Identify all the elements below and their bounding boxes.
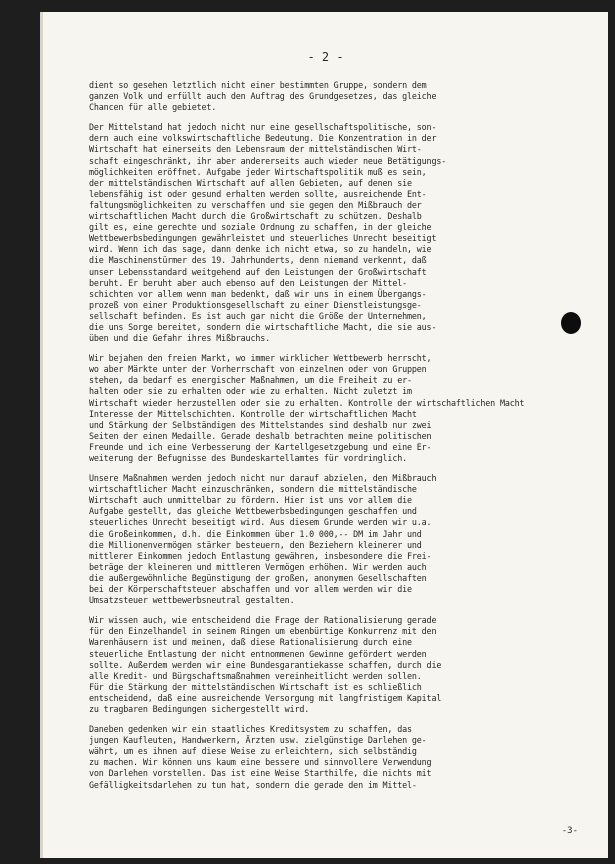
text-line: ganzen Volk und erfüllt auch den Auftrag des Grundgesetzes, das gleiche <box>89 91 437 102</box>
text-line: halten oder sie zu erhalten oder wie zu erhalten. Nicht zuletzt im <box>89 386 412 397</box>
text-line: Wir bejahen den freien Markt, wo immer wirklicher Wettbewerb herrscht, <box>89 353 432 364</box>
text-line: steuerliches Unrecht beseitigt wird. Aus diesem Grunde werden wir u.a. <box>89 517 432 528</box>
text-line: währt, um es ihnen auf diese Weise zu erleichtern, sich selbständig <box>89 746 417 757</box>
text-line: Wir wissen auch, wie entscheidend die Frage der Rationalisierung gerade <box>89 615 437 626</box>
text-line: Daneben gedenken wir ein staatliches Kreditsystem zu schaffen, das <box>89 724 412 735</box>
text-line: sollte. Außerdem werden wir eine Bundesgarantiekasse schaffen, durch die <box>89 659 442 670</box>
text-line: jungen Kaufleuten, Handwerkern, Ärzten usw. zielgünstige Darlehen ge- <box>89 735 427 746</box>
text-line: Unsere Maßnahmen werden jedoch nicht nur darauf abzielen, den Mißbrauch <box>89 473 437 484</box>
paragraph-5 <box>89 615 589 715</box>
text-line: schaft eingeschränkt, ihr aber andererseits auch wieder neue Betätigungs- <box>89 155 447 166</box>
punch-hole <box>561 312 581 334</box>
text-line: von Darlehen vorstellen. Das ist eine Weise Starthilfe, die nichts mit <box>89 768 432 779</box>
paragraph-3 <box>89 353 589 464</box>
paragraph-1 <box>89 80 589 113</box>
text-line: Interesse der Mittelschichten. Kontrolle der wirtschaftlichen Macht <box>89 408 417 419</box>
text-line: die Großeinkommen, d.h. die Einkommen über 1.0 000,-- DM im Jahr und <box>89 528 422 539</box>
text-line: steuerliche Entlastung der nicht entnommenen Gewinne gefördert werden <box>89 648 427 659</box>
text-line: Der Mittelstand hat jedoch nicht nur eine gesellschaftspolitische, son- <box>89 122 437 133</box>
text-line: üben und die Gefahr ihres Mißbrauchs. <box>89 333 271 344</box>
text-line: Gefälligkeitsdarlehen zu tun hat, sondern die gerade den im Mittel- <box>89 779 417 790</box>
text-line: weiterung der Befugnisse des Bundeskartellamtes für vordringlich. <box>89 453 407 463</box>
text-line: Seiten der einen Medaille. Gerade deshalb betrachten meine politischen <box>89 430 432 441</box>
text-line: wirtschaftlichen Macht durch die Großwirtschaft zu schützen. Deshalb <box>89 211 422 222</box>
text-line: möglichkeiten eröffnet. Aufgabe jeder Wirtschaftspolitik muß es sein, <box>89 166 427 177</box>
text-line: die Millionenvermögen stärker besteuern, den Beziehern kleinerer und <box>89 539 422 550</box>
paragraph-2 <box>89 122 589 344</box>
paragraph-6 <box>89 724 589 791</box>
text-line: Aufgabe gestellt, das gleiche Wettbewerbsbedingungen geschaffen und <box>89 506 417 517</box>
text-line: Warenhäusern ist und meinen, daß diese Rationalisierung durch eine <box>89 637 412 648</box>
text-line: die außergewöhnliche Begünstigung der großen, anonymen Gesellschaften <box>89 572 427 583</box>
text-line: Wirtschaft wieder herzustellen oder sie zu erhalten. Kontrolle der wirtschaftlichen Macht <box>89 397 525 408</box>
page-number: - 2 - <box>307 50 344 64</box>
text-line: und Stärkung der Selbständigen des Mittelstandes sind deshalb nur zwei <box>89 419 432 430</box>
document-body <box>89 80 589 800</box>
text-line: beträge der kleineren und mittleren Vermögen erhöhen. Wir werden auch <box>89 561 427 572</box>
text-line: Chancen für alle gebietet. <box>89 102 217 113</box>
text-line: prozeß von einer Produktionsgesellschaft zu einer Dienstleistungsge- <box>89 299 422 310</box>
text-line: schichten vor allem wenn man bedenkt, daß wir uns in einem Übergangs- <box>89 288 427 299</box>
text-line: beruht. Er beruht aber auch ebenso auf den Leistungen der Mittel- <box>89 277 407 288</box>
text-line: mittlerer Einkommen jedoch Entlastung gewähren, insbesondere die Frei- <box>89 550 432 561</box>
text-line: zu tragbaren Bedingungen sichergestellt wird. <box>89 703 310 714</box>
document-page <box>40 12 608 858</box>
text-line: Für die Stärkung der mittelständischen Wirtschaft ist es schließlich <box>89 681 422 692</box>
text-line: wirtschaftlicher Macht einzuschränken, sondern die mittelständische <box>89 484 417 495</box>
text-line: die uns Sorge bereitet, sondern die wirtschaftliche Macht, die sie aus- <box>89 321 437 332</box>
text-line: Wirtschaft auch unmittelbar zu fördern. Hier ist uns vor allem die <box>89 495 412 506</box>
text-line: Freunde und ich eine Verbesserung der Kartellgesetzgebung und eine Er- <box>89 441 432 452</box>
text-line: alle Kredit- und Bürgschaftsmaßnahmen vereinheitlicht werden sollen. <box>89 670 422 681</box>
page-footer-next: -3- <box>561 826 578 836</box>
text-line: gilt es, eine gerechte und soziale Ordnung zu schaffen, in der gleiche <box>89 222 432 233</box>
text-line: wo aber Märkte unter der Vorherrschaft von einzelnen oder von Gruppen <box>89 364 427 375</box>
text-line: bei der Körperschaftsteuer abschaffen und vor allem werden wir die <box>89 584 412 595</box>
text-line: faltungsmöglichkeiten zu verschaffen und sie gegen den Mißbrauch der <box>89 199 422 210</box>
text-line: entscheidend, daß eine ausreichende Versorgung mit langfristigem Kapital <box>89 692 442 703</box>
text-line: dern auch eine volkswirtschaftliche Bedeutung. Die Konzentration in der <box>89 133 437 144</box>
text-line: wird. Wenn ich das sage, dann denke ich nicht etwa, so zu handeln, wie <box>89 244 432 255</box>
text-line: sellschaft befinden. Es ist auch gar nicht die Größe der Unternehmen, <box>89 310 427 321</box>
text-line: der mittelständischen Wirtschaft auf allen Gebieten, auf denen sie <box>89 177 412 188</box>
text-line: lebensfähig ist oder gesund erhalten werden sollte, ausreichende Ent- <box>89 188 427 199</box>
text-line: dient so gesehen letztlich nicht einer bestimmten Gruppe, sondern dem <box>89 80 427 90</box>
text-line: zu machen. Wir können uns kaum eine bessere und sinnvollere Verwendung <box>89 757 432 768</box>
text-line: Wirtschaft hat einerseits den Lebensraum der mittelständischen Wirt- <box>89 144 422 155</box>
text-line: Wettbewerbsbedingungen gewährleistet und steuerliches Unrecht beseitigt <box>89 233 437 244</box>
text-line: Umsatzsteuer wettbewerbsneutral gestalten. <box>89 595 295 606</box>
text-line: für den Einzelhandel in seinem Ringen um ebenbürtige Konkurrenz mit den <box>89 626 437 637</box>
text-line: die Maschinenstürmer des 19. Jahrhunderts, denn niemand verkennt, daß <box>89 255 427 266</box>
text-line: stehen, da bedarf es energischer Maßnahmen, um die Freiheit zu er- <box>89 375 412 386</box>
paragraph-4 <box>89 473 589 606</box>
text-line: unser Lebensstandard weitgehend auf den Leistungen der Großwirtschaft <box>89 266 427 277</box>
